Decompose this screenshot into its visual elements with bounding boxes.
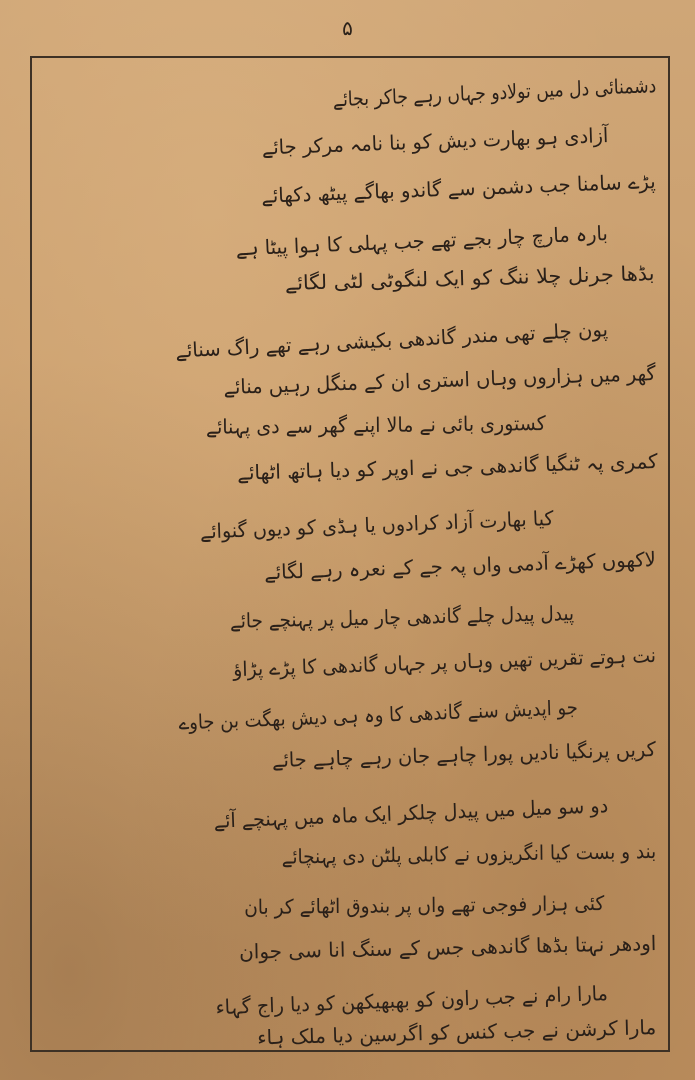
verse-line: پون چلے تھی مندر گاندھی بکیشی رہے تھے راگ سنائے: [174, 317, 609, 363]
verse-line: پیدل پیدل چلے گاندھی چار میل پر پہنچے جائے: [229, 601, 575, 633]
verse-line: جو اپدیش سنے گاندھی کا وہ ہی دیش بھگت بن جاوے: [178, 695, 579, 735]
verse-line: کمری پہ ٹنگیا گاندھی جی نے اوپر کو دیا ہاتھ اٹھائے: [237, 449, 659, 485]
verse-line: دشمنائی دل میں تولادو جہاں رہے جاکر بجائے: [332, 73, 657, 112]
verse-line: پڑے سامنا جب دشمن سے گاندو بھاگے پیٹھ دکھائے: [261, 169, 657, 208]
verse-line: نت ہوتے تقریں تھیں وہاں پر جہاں گاندھی کا پڑے پڑاؤ: [232, 643, 657, 682]
verse-line: لاکھوں کھڑے آدمی واں پہ جے کے نعرہ رہے لگائے: [263, 547, 657, 585]
verse-line: گھر میں ہزاروں وہاں استری ان کے منگل رہیں منائے: [223, 361, 657, 399]
verse-line: بارہ مارچ چار بجے تھے جب پہلی کا ہوا پیٹا ہے: [235, 221, 609, 261]
verse-line: مارا رام نے جب راون کو بھبھیکھن کو دیا راج گہاء: [215, 981, 609, 1020]
verse-line: کیا بھارت آزاد کرادوں یا ہڈی کو دیوں گنوائے: [200, 506, 555, 544]
verse-line: کئی ہزار فوجی تھے واں پر بندوق اٹھائے کر بان: [243, 891, 605, 920]
verse-line: آزادی ہو بھارت دیش کو بنا نامہ مرکر جائے: [261, 123, 609, 160]
verse-line: دو سو میل میں پیدل چلکر ایک ماہ میں پہنچے آئے: [213, 793, 609, 833]
verse-line: بند و بست کیا انگریزوں نے کابلی پلٹن دی پہنچائے: [281, 839, 657, 869]
verse-line: مارا کرشن نے جب کنس کو اگرسین دیا ملک ہاء: [256, 1015, 657, 1050]
verse-line: کستوری بائی نے مالا اپنے گھر سے دی پہنائے: [206, 411, 547, 439]
page-number: ۵: [342, 16, 353, 40]
verse-line: کریں پرنگیا نادیں پورا چاہے جان رہے چاہے جائے: [271, 737, 657, 773]
verse-line: اودھر نہتا بڈھا گاندھی جس کے سنگ انا سی جوان: [238, 931, 657, 964]
verse-line: بڈھا جرنل چلا ننگ کو ایک لنگوٹی لٹی لگائے: [284, 261, 655, 295]
